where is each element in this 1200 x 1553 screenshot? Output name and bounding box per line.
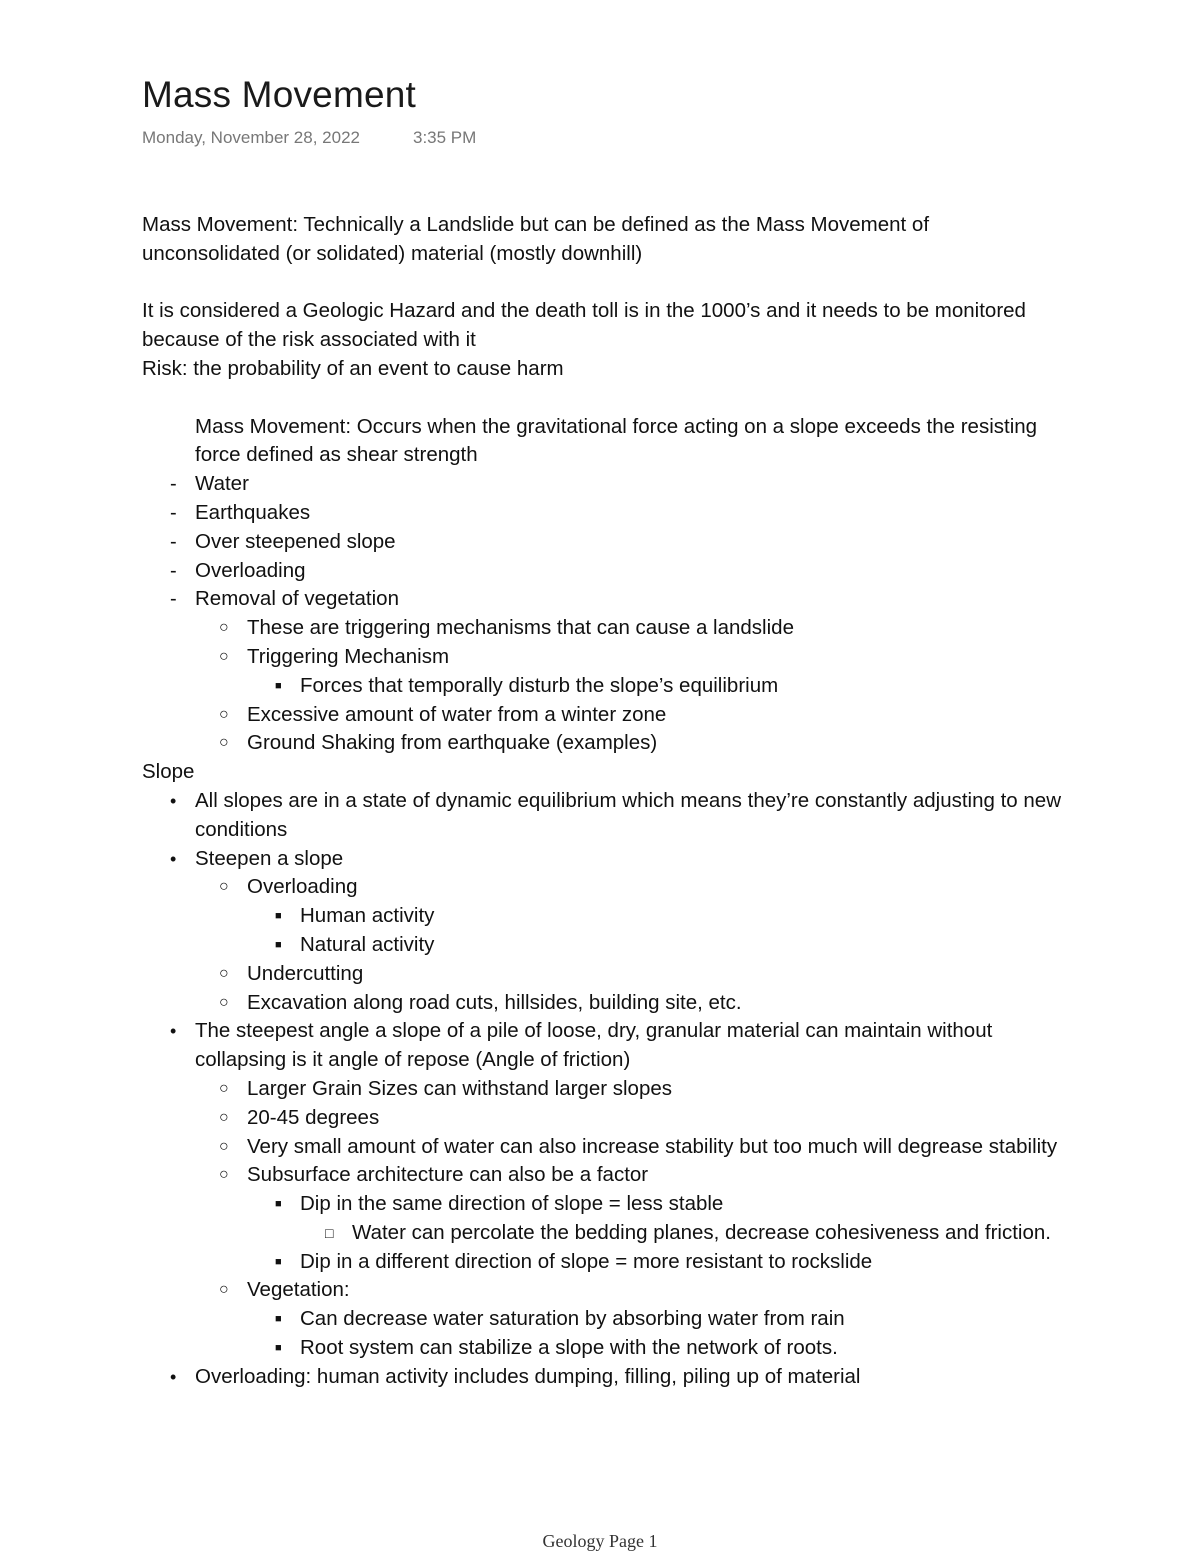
list-item: ■ Natural activity: [142, 931, 1062, 960]
bullet-icon: •: [170, 1366, 177, 1387]
square-bullet-icon: ■: [275, 1342, 282, 1355]
list-item: ■ Can decrease water saturation by absorbing water from rain: [142, 1305, 1062, 1334]
list-item: ■ Dip in a different direction of slope = more resistant to rockslide: [142, 1248, 1062, 1277]
list-item: ○ Ground Shaking from earthquake (examples): [142, 729, 1062, 758]
note-body[interactable]: [142, 211, 1062, 1392]
list-item: □ Water can percolate the bedding planes, decrease cohesiveness and friction.: [142, 1219, 1062, 1248]
circle-bullet-icon: ○: [219, 1166, 229, 1184]
hazard-paragraph: It is considered a Geologic Hazard and the death toll is in the 1000’s and it needs to be monitored because of the risk associated with it: [142, 299, 1026, 352]
list-item: ○ Subsurface architecture can also be a factor: [142, 1161, 1062, 1190]
dash-bullet-icon: -: [170, 473, 177, 496]
list-item: • Overloading: human activity includes dumping, filling, piling up of material: [142, 1363, 1062, 1392]
list-item: - Earthquakes: [142, 499, 1062, 528]
list-item: - Removal of vegetation: [142, 585, 1062, 614]
dash-bullet-icon: -: [170, 530, 177, 553]
list-item: • The steepest angle a slope of a pile of loose, dry, granular material can maintain without collapsing is it angle of repose (Angle of friction): [170, 1019, 993, 1072]
page-time: 3:35 PM: [413, 128, 477, 147]
list-item: - Water: [142, 470, 1062, 499]
circle-bullet-icon: ○: [219, 734, 229, 752]
circle-bullet-icon: ○: [219, 619, 229, 637]
page-title[interactable]: Mass Movement: [142, 74, 417, 115]
list-item: ○ Very small amount of water can also increase stability but too much will degrease stability: [142, 1133, 1062, 1162]
dash-bullet-icon: -: [170, 501, 177, 524]
list-item: ■ Forces that temporally disturb the slope’s equilibrium: [142, 672, 1062, 701]
list-item: - Overloading: [142, 557, 1062, 586]
page-meta: [142, 126, 477, 150]
slope-heading: Slope: [142, 760, 195, 784]
list-item: ■ Human activity: [142, 902, 1062, 931]
square-bullet-icon: ■: [275, 679, 282, 692]
circle-bullet-icon: ○: [219, 993, 229, 1011]
list-item: ○ Excessive amount of water from a winter zone: [142, 701, 1062, 730]
list-item: ○ These are triggering mechanisms that can cause a landslide: [142, 614, 1062, 643]
circle-bullet-icon: ○: [219, 1079, 229, 1097]
circle-bullet-icon: ○: [219, 1108, 229, 1126]
dash-bullet-icon: -: [170, 588, 177, 611]
list-item: ○ 20-45 degrees: [142, 1104, 1062, 1133]
page-footer: Geology Page 1: [542, 1531, 658, 1551]
bullet-icon: •: [170, 848, 177, 869]
square-bullet-icon: ■: [275, 1255, 282, 1268]
circle-bullet-icon: ○: [219, 1137, 229, 1155]
risk-paragraph: Risk: the probability of an event to cause harm: [142, 356, 564, 380]
definition-paragraph: Mass Movement: Technically a Landslide but can be defined as the Mass Movement of unconsolidated (or solidated) material (mostly downhill): [142, 213, 930, 265]
list-item: ○ Excavation along road cuts, hillsides, building site, etc.: [142, 989, 1062, 1018]
dash-bullet-icon: -: [170, 559, 177, 582]
list-item: ○ Larger Grain Sizes can withstand larger slopes: [142, 1075, 1062, 1104]
hollow-square-bullet-icon: □: [325, 1224, 334, 1241]
occurs-paragraph: Mass Movement: Occurs when the gravitational force acting on a slope exceeds the resisting force defined as shear strength: [195, 414, 1038, 467]
bullet-icon: •: [170, 790, 177, 811]
square-bullet-icon: ■: [275, 910, 282, 923]
square-bullet-icon: ■: [275, 1313, 282, 1326]
circle-bullet-icon: ○: [219, 878, 229, 896]
list-item: ■ Root system can stabilize a slope with the network of roots.: [142, 1334, 1062, 1363]
square-bullet-icon: ■: [275, 1198, 282, 1211]
square-bullet-icon: ■: [275, 938, 282, 951]
circle-bullet-icon: ○: [219, 1281, 229, 1299]
circle-bullet-icon: ○: [219, 964, 229, 982]
list-item: - Over steepened slope: [142, 528, 1062, 557]
bullet-icon: •: [170, 1021, 177, 1042]
circle-bullet-icon: ○: [219, 705, 229, 723]
list-item: ■ Dip in the same direction of slope = less stable: [142, 1190, 1062, 1219]
list-item: ○ Vegetation:: [142, 1276, 1062, 1305]
page-date: Monday, November 28, 2022: [142, 128, 360, 147]
list-item: • All slopes are in a state of dynamic equilibrium which means they’re constantly adjusting to new conditions: [170, 788, 1061, 841]
list-item: • Steepen a slope: [142, 845, 1062, 874]
list-item: ○ Triggering Mechanism: [142, 643, 1062, 672]
list-item: ○ Undercutting: [142, 960, 1062, 989]
list-item: ○ Overloading: [142, 873, 1062, 902]
circle-bullet-icon: ○: [219, 647, 229, 665]
